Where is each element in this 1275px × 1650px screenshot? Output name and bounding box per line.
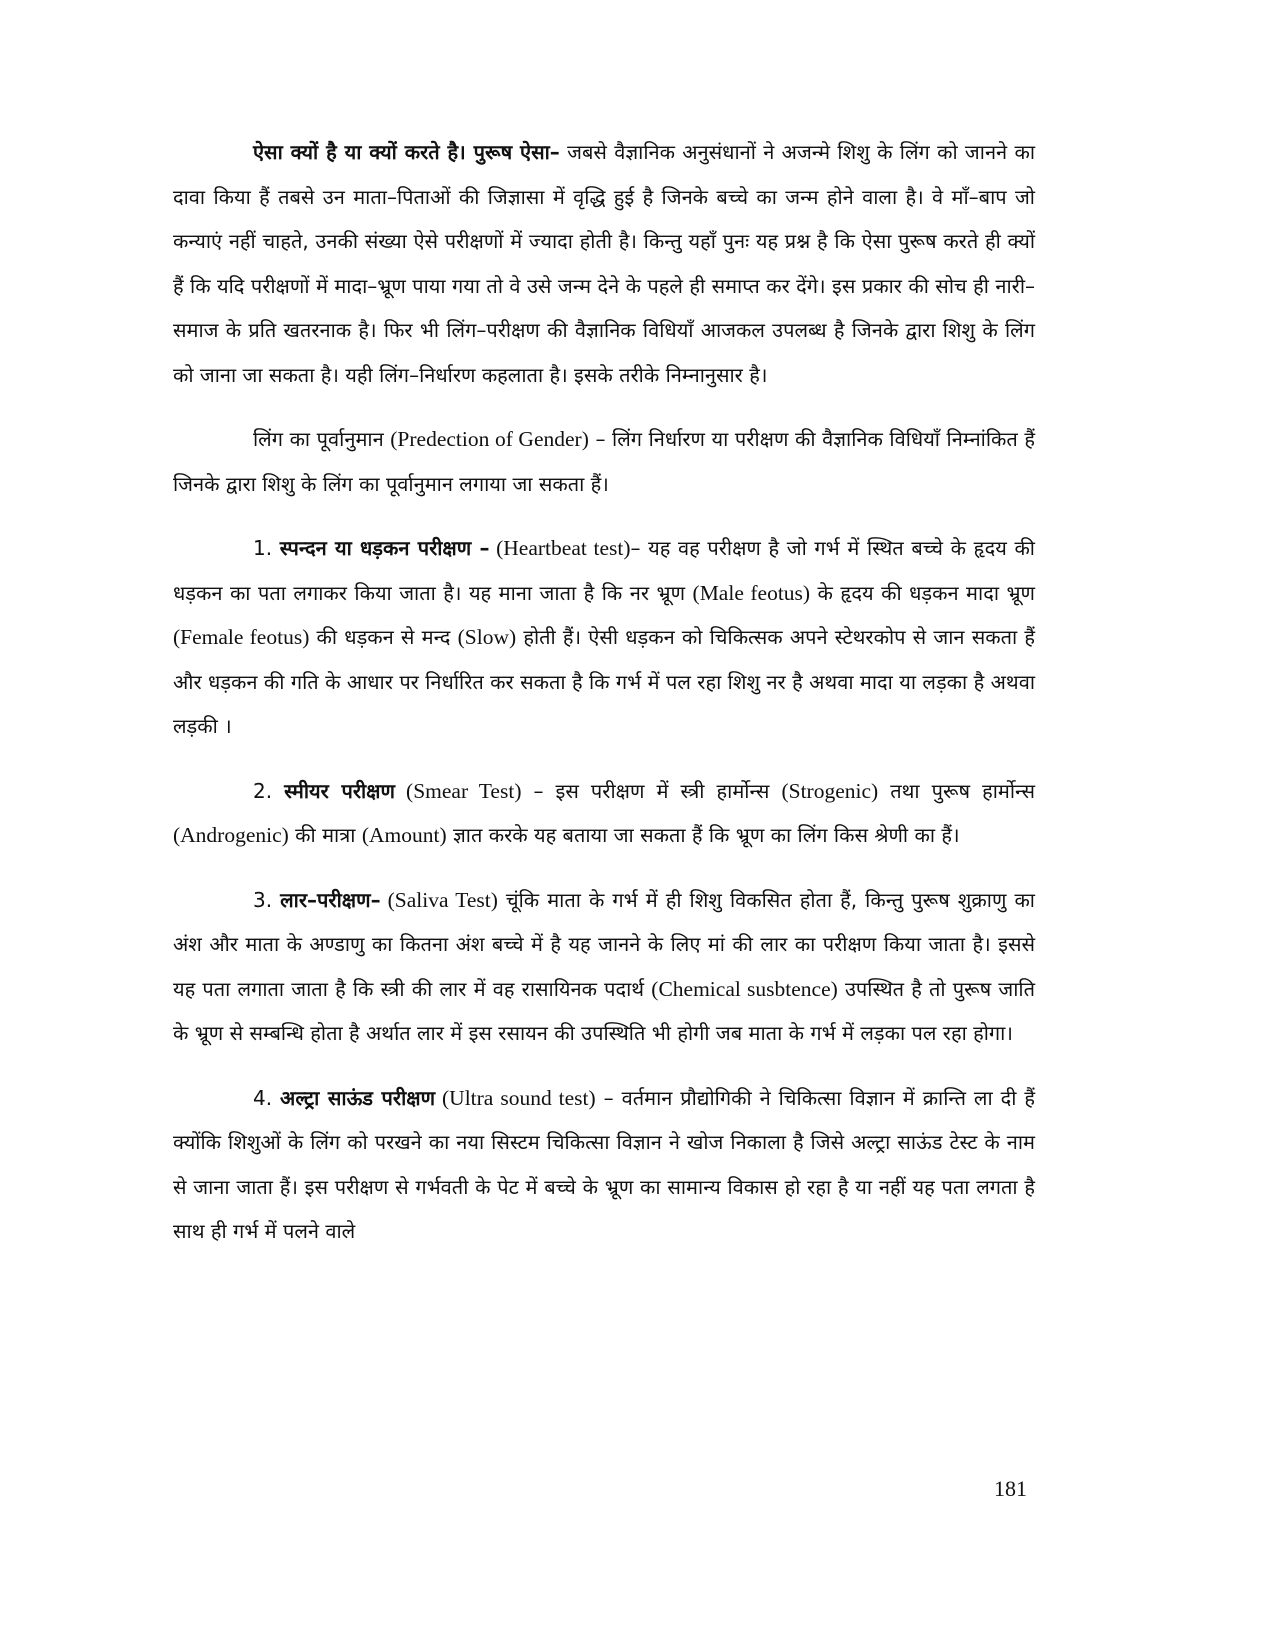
document-body <box>173 130 1035 1274</box>
english-term: (Ultra sound test) <box>435 1085 596 1110</box>
english-term: (Slow) <box>457 625 517 649</box>
english-term: (Amount) <box>361 823 447 847</box>
paragraph-lead-bold: स्मीयर परीक्षण <box>284 778 395 803</box>
item-number: 2. <box>253 778 285 803</box>
paragraph-text: होती हैं। ऐसी धड़कन को चिकित्सक अपने स्टेथरकोप से जान सकता हैं और धड़कन की गति के आधार पर निर्धारित कर सकता है कि गर्भ में पल रहा शिशु नर है अथवा मादा या लड़का है अथवा लड़की । <box>173 625 1035 738</box>
item-number: 3. <box>253 887 281 912</box>
paragraph-text: की धड़कन से मन्द <box>309 625 458 649</box>
paragraph-text: लिंग का पूर्वानुमान <box>253 427 391 451</box>
paragraph-lead-bold: अल्ट्रा साऊंड परीक्षण <box>280 1085 436 1110</box>
paragraph-text: की मात्रा <box>288 823 362 847</box>
paragraph-text: – वर्तमान प्रौद्योगिकी ने चिकित्सा विज्ञान में क्रान्ति ला दी हैं क्योंकि शिशुओं के लिंग को परखने का नया सिस्टम चिकित्सा विज्ञान ने खोज निकाला है जिसे अल्ट्रा साऊंड टेस्ट के नाम से जाना जाता हैं। इस परीक्षण से गर्भवती के पेट में बच्चे के भ्रूण का सामान्य विकास हो रहा है या नहीं यह पता लगता है साथ ही गर्भ में पलने वाले <box>173 1085 1035 1243</box>
item-number: 4. <box>253 1085 281 1110</box>
heartbeat-test-paragraph <box>173 526 1035 749</box>
intro-paragraph <box>173 130 1035 397</box>
paragraph-text: चूंकि माता के गर्भ में ही शिशु विकसित होता हैं, किन्तु पुरूष शुक्राणु का अंश और माता के अण्डाणु का कितना अंश बच्चे में है यह जानने के लिए मां की लार का परीक्षण किया जाता है। इससे यह पता लगाता जाता है कि स्त्री की लार में वह रासायिनक पदार्थ <box>173 887 1035 1001</box>
ultrasound-test-paragraph <box>173 1076 1035 1254</box>
english-term: (Female feotus) <box>173 625 310 649</box>
english-term: (Chemical susbtence) <box>651 976 838 1001</box>
english-term: (Heartbeat test) <box>489 536 631 560</box>
paragraph-lead-bold: स्पन्दन या धड़कन परीक्षण – <box>279 536 490 560</box>
english-term: (Strogenic) <box>781 778 879 803</box>
english-term: (Androgenic) <box>173 823 289 847</box>
paragraph-text: जबसे वैज्ञानिक अनुसंधानों ने अजन्मे शिशु के लिंग को जानने का दावा किया हैं तबसे उन माता–पिताओं की जिज्ञासा में वृद्धि हुई है जिनके बच्चे का जन्म होने वाला है। वे माँ–बाप जो कन्याएं नहीं चाहते, उनकी संख्या ऐसे परीक्षणों में ज्यादा होती है। किन्तु यहाँ पुनः यह प्रश्न है कि ऐसा पुरूष करते ही क्यों हैं कि यदि परीक्षणों में मादा–भ्रूण पाया गया तो वे उसे जन्म देने के पहले ही समाप्त कर देंगे। इस प्रकार की सोच ही नारी–समाज के प्रति खतरनाक है। फिर भी लिंग–परीक्षण की वैज्ञानिक विधियाँ आजकल उपलब्ध है जिनके द्वारा शिशु के लिंग को जाना जा सकता है। यही लिंग–निर्धारण कहलाता है। इसके तरीके निम्नानुसार है। <box>173 140 1035 387</box>
paragraph-text: उपस्थित है तो पुरूष जाति के भ्रूण से सम्बन्धि होता है अर्थात लार में इस रसायन की उपस्थिति भी होगी जब माता के गर्भ में लड़का पल रहा होगा। <box>173 976 1036 1045</box>
page-number: 181 <box>994 1476 1027 1501</box>
item-number: 1. <box>253 536 280 560</box>
paragraph-text: – लिंग निर्धारण या परीक्षण की वैज्ञानिक विधियाँ निम्नांकित हैं जिनके द्वारा शिशु के लिंग का पूर्वानुमान लगाया जा सकता हैं। <box>173 427 1035 496</box>
english-term: (Predection of Gender) <box>390 427 589 451</box>
gender-prediction-paragraph <box>173 417 1035 506</box>
paragraph-text: – यह वह परीक्षण है जो गर्भ में स्थित बच्चे के हृदय की धड़कन का पता लगाकर किया जाता है। यह माना जाता है कि नर भ्रूण <box>173 536 1035 605</box>
paragraph-text: – इस परीक्षण में स्त्री हार्मोन्स <box>521 778 782 803</box>
paragraph-lead-bold: ऐसा क्यों है या क्यों करते है। पुरूष ऐसा– <box>253 140 560 164</box>
english-term: (Male feotus) <box>692 580 811 605</box>
saliva-test-paragraph <box>173 878 1035 1056</box>
english-term: (Smear Test) <box>395 778 522 803</box>
paragraph-text: के हृदय की धड़कन मादा भ्रूण <box>810 580 1035 605</box>
paragraph-text: तथा पुरूष हार्मोन्स <box>878 778 1035 803</box>
smear-test-paragraph <box>173 769 1035 858</box>
paragraph-lead-bold: लार–परीक्षण– <box>280 887 381 912</box>
english-term: (Saliva Test) <box>380 887 498 912</box>
paragraph-text: ज्ञात करके यह बताया जा सकता हैं कि भ्रूण का लिंग किस श्रेणी का हैं। <box>446 823 960 847</box>
